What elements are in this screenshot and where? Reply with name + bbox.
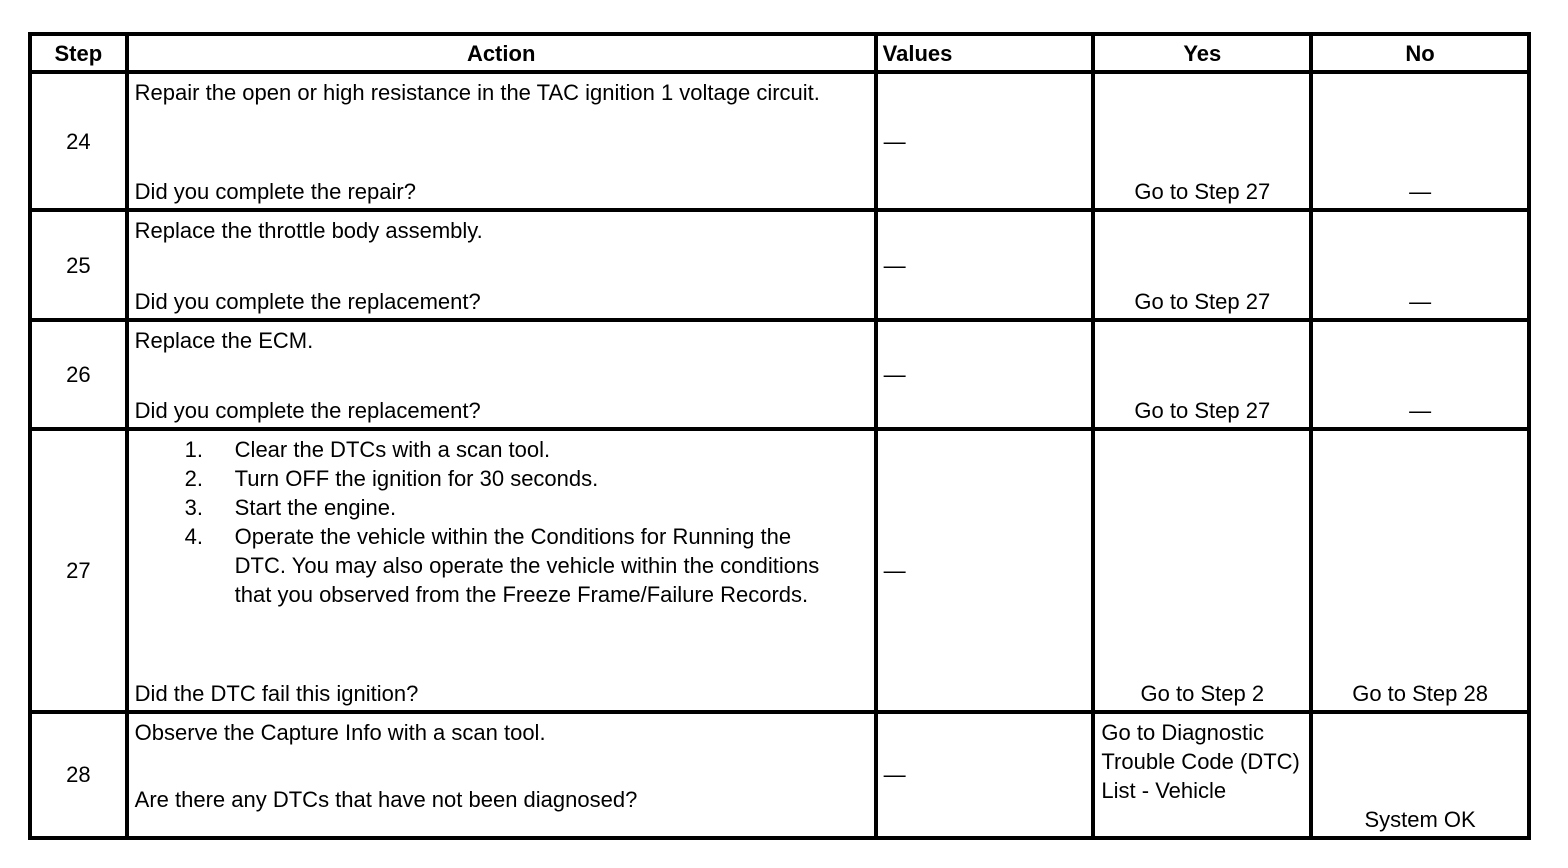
step-number: 28	[30, 712, 127, 838]
action-cell	[127, 712, 876, 838]
procedure-list	[135, 435, 874, 609]
table-row	[30, 712, 1529, 838]
no-link[interactable]: Go to Step 28	[1352, 680, 1488, 706]
action-question: Did you complete the repair?	[134, 179, 416, 205]
no-cell	[1311, 210, 1529, 319]
header-yes: Yes	[1093, 34, 1311, 72]
yes-link[interactable]: Go to Diagnostic Trouble Code (DTC) List - Vehicle	[1101, 719, 1300, 803]
no-cell	[1311, 320, 1529, 429]
yes-link[interactable]: Go to Step 27	[1134, 288, 1271, 314]
action-text: Replace the throttle body assembly.	[134, 218, 483, 244]
header-action: Action	[127, 34, 876, 72]
yes-link[interactable]: Go to Step 2	[1140, 680, 1265, 706]
action-question: Are there any DTCs that have not been diagnosed?	[134, 787, 638, 812]
yes-link[interactable]: Go to Step 27	[1134, 179, 1271, 205]
table-row	[30, 429, 1529, 712]
yes-cell	[1093, 712, 1311, 838]
action-cell	[127, 429, 876, 712]
yes-cell	[1093, 210, 1311, 319]
list-number: 3.	[184, 494, 204, 520]
no-value: —	[1409, 179, 1432, 205]
list-item	[135, 435, 844, 464]
list-text: Start the engine.	[234, 494, 397, 520]
no-value: —	[1409, 288, 1432, 314]
no-cell	[1311, 712, 1529, 838]
list-text: Clear the DTCs with a scan tool.	[234, 436, 551, 462]
list-number: 2.	[184, 465, 204, 491]
yes-link[interactable]: Go to Step 27	[1134, 397, 1271, 423]
step-number: 25	[30, 210, 127, 319]
list-number: 4.	[184, 523, 204, 549]
no-value: System OK	[1364, 807, 1476, 832]
no-cell	[1311, 429, 1529, 712]
yes-cell	[1093, 320, 1311, 429]
list-item	[135, 493, 844, 522]
no-cell	[1311, 72, 1529, 210]
action-cell	[127, 72, 876, 210]
table-row	[30, 210, 1529, 319]
values-cell: —	[876, 712, 1094, 838]
values-cell: —	[876, 210, 1094, 319]
header-values: Values	[876, 34, 1094, 72]
list-text: Operate the vehicle within the Conditions for Running the DTC. You may also operate the vehicle within the conditions that you observed from the Freeze Frame/Failure Records.	[234, 523, 820, 607]
table-row	[30, 72, 1529, 210]
yes-cell	[1093, 72, 1311, 210]
action-cell	[127, 320, 876, 429]
diagnostic-table	[28, 32, 1531, 840]
step-number: 26	[30, 320, 127, 429]
list-item	[135, 522, 844, 609]
values-cell: —	[876, 72, 1094, 210]
step-number: 27	[30, 429, 127, 712]
list-item	[135, 464, 844, 493]
header-step: Step	[30, 34, 127, 72]
header-no: No	[1311, 34, 1529, 72]
action-text: Observe the Capture Info with a scan tool.	[134, 719, 546, 745]
action-cell	[127, 210, 876, 319]
list-number: 1.	[184, 436, 204, 462]
yes-cell	[1093, 429, 1311, 712]
no-value: —	[1409, 397, 1432, 423]
action-question: Did you complete the replacement?	[134, 397, 481, 423]
action-question: Did you complete the replacement?	[134, 288, 481, 314]
step-number: 24	[30, 72, 127, 210]
values-cell: —	[876, 320, 1094, 429]
action-text: Replace the ECM.	[134, 327, 314, 353]
action-text: Repair the open or high resistance in the TAC ignition 1 voltage circuit.	[134, 80, 820, 106]
list-text: Turn OFF the ignition for 30 seconds.	[234, 465, 599, 491]
table-row	[30, 320, 1529, 429]
header-row	[30, 34, 1529, 72]
values-cell: —	[876, 429, 1094, 712]
action-question: Did the DTC fail this ignition?	[134, 680, 419, 706]
